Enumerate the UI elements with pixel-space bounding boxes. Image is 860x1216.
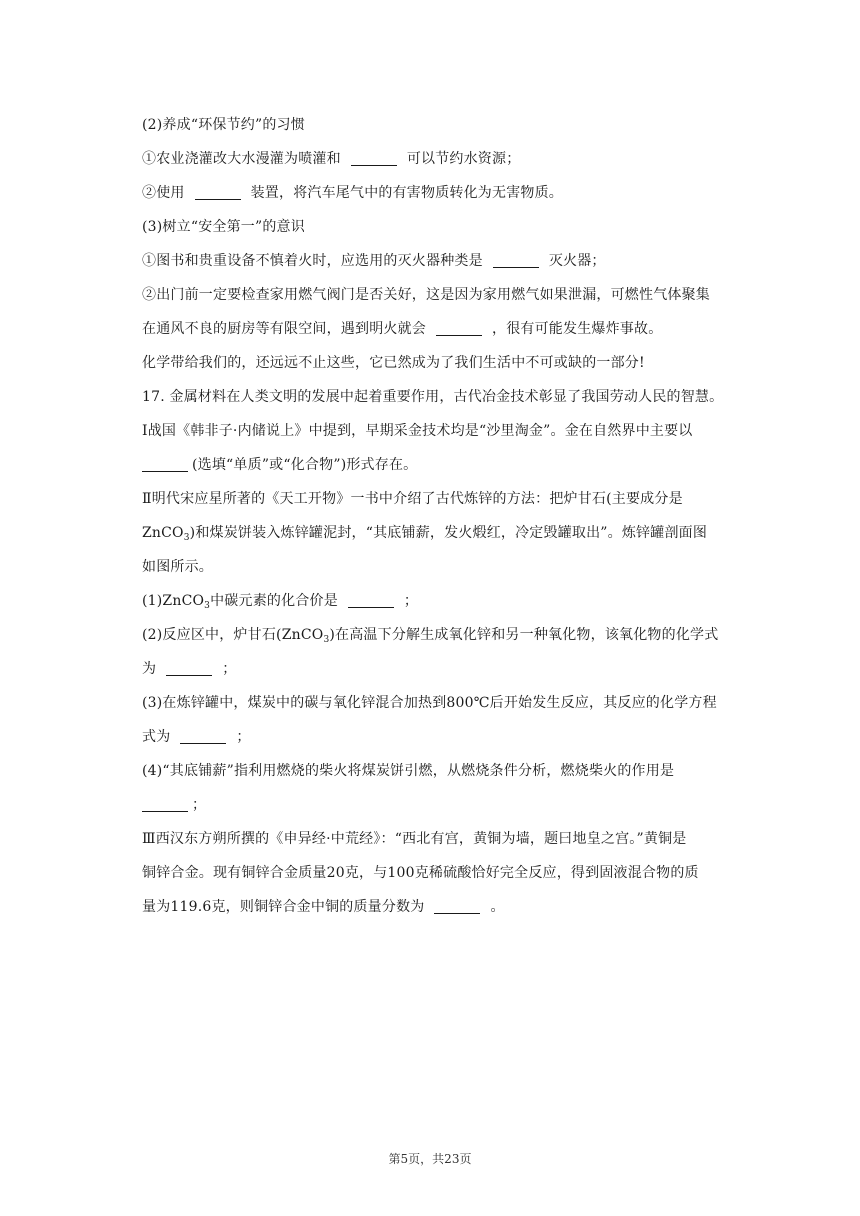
- question-17-sub-1: (1)ZnCO$_3$中碳元素的化合价是 ；: [142, 593, 419, 611]
- answer-blank[interactable]: [166, 660, 212, 676]
- question-17-part-2-line-1: Ⅱ明代宋应星所著的《天工开物》一书中介绍了古代炼锌的方法：把炉甘石(主要成分是: [142, 491, 683, 507]
- section-3-question-1: ①图书和贵重设备不慎着火时，应选用的灭火器种类是 灭火器；: [142, 253, 606, 269]
- question-17-part-3-line-2: 铜锌合金。现有铜锌合金质量20克，与100克稀硫酸恰好完全反应，得到固液混合物的质: [142, 865, 699, 881]
- answer-blank[interactable]: [434, 898, 480, 914]
- answer-blank[interactable]: [195, 184, 241, 200]
- question-17-sub-3-line-2: 式为 ；: [142, 729, 251, 745]
- answer-blank[interactable]: [436, 320, 482, 336]
- question-17-sub-4-line-1: (4)“其底铺薪”指利用燃烧的柴火将煤炭饼引燃，从燃烧条件分析，燃烧柴火的作用是: [142, 763, 675, 779]
- question-17-sub-2-line-2: 为 ；: [142, 661, 237, 677]
- answer-blank[interactable]: [351, 150, 397, 166]
- answer-blank[interactable]: [142, 456, 188, 472]
- question-17-sub-4-line-2: ；: [142, 788, 772, 822]
- question-17-part-1-line-2: (选填“单质”或“化合物”)形式存在。: [142, 448, 772, 482]
- section-2-question-2: ②使用 装置，将汽车尾气中的有害物质转化为无害物质。: [142, 185, 564, 201]
- page-number: 第5页，共23页: [388, 1152, 472, 1166]
- question-17-part-3-line-1: Ⅲ西汉东方朔所撰的《申异经·中荒经》：“西北有宫，黄铜为墙，题曰地皇之宫。”黄铜是: [142, 831, 687, 847]
- question-17-sub-3-line-1: (3)在炼锌罐中，煤炭中的碳与氧化锌混合加热到800℃后开始发生反应，其反应的化学方程: [142, 695, 717, 711]
- section-3-question-2-line-1: ②出门前一定要检查家用燃气阀门是否关好，这是因为家用燃气如果泄漏，可燃性气体聚集: [142, 287, 710, 303]
- closing-statement: 化学带给我们的，还远远不止这些，它已然成为了我们生活中不可或缺的一部分!: [142, 355, 645, 371]
- answer-blank[interactable]: [142, 796, 188, 812]
- document-body: [142, 108, 772, 924]
- section-2-title: (2)养成“环保节约”的习惯: [142, 117, 305, 133]
- question-17-part-2-line-3: 如图所示。: [142, 559, 213, 575]
- section-2-question-1: ①农业浇灌改大水漫灌为喷灌和 可以节约水资源；: [142, 151, 521, 167]
- question-17-part-1-line-1: Ⅰ战国《韩非子·内储说上》中提到，早期采金技术均是“沙里淘金”。金在自然界中主要以: [142, 423, 693, 439]
- question-17-sub-2-line-1: (2)反应区中，炉甘石(ZnCO$_3$)在高温下分解生成氧化锌和另一种氧化物，该氧化物的化学式: [142, 627, 719, 645]
- answer-blank[interactable]: [493, 252, 539, 268]
- section-3-title: (3)树立“安全第一”的意识: [142, 219, 305, 235]
- question-17-intro: 17. 金属材料在人类文明的发展中起着重要作用，古代冶金技术彰显了我国劳动人民的智慧。: [142, 389, 724, 405]
- answer-blank[interactable]: [180, 728, 226, 744]
- section-3-question-2-line-2: 在通风不良的厨房等有限空间，遇到明火就会 ，很有可能发生爆炸事故。: [142, 321, 663, 337]
- question-17-part-3-line-3: 量为119.6克，则铜锌合金中铜的质量分数为 。: [142, 899, 505, 915]
- question-17-part-2-line-2: ZnCO$_3$)和煤炭饼装入炼锌罐泥封，“其底铺薪，发火煅红，冷定毁罐取出”。炼锌罐剖面图: [142, 525, 708, 543]
- answer-blank[interactable]: [348, 592, 394, 608]
